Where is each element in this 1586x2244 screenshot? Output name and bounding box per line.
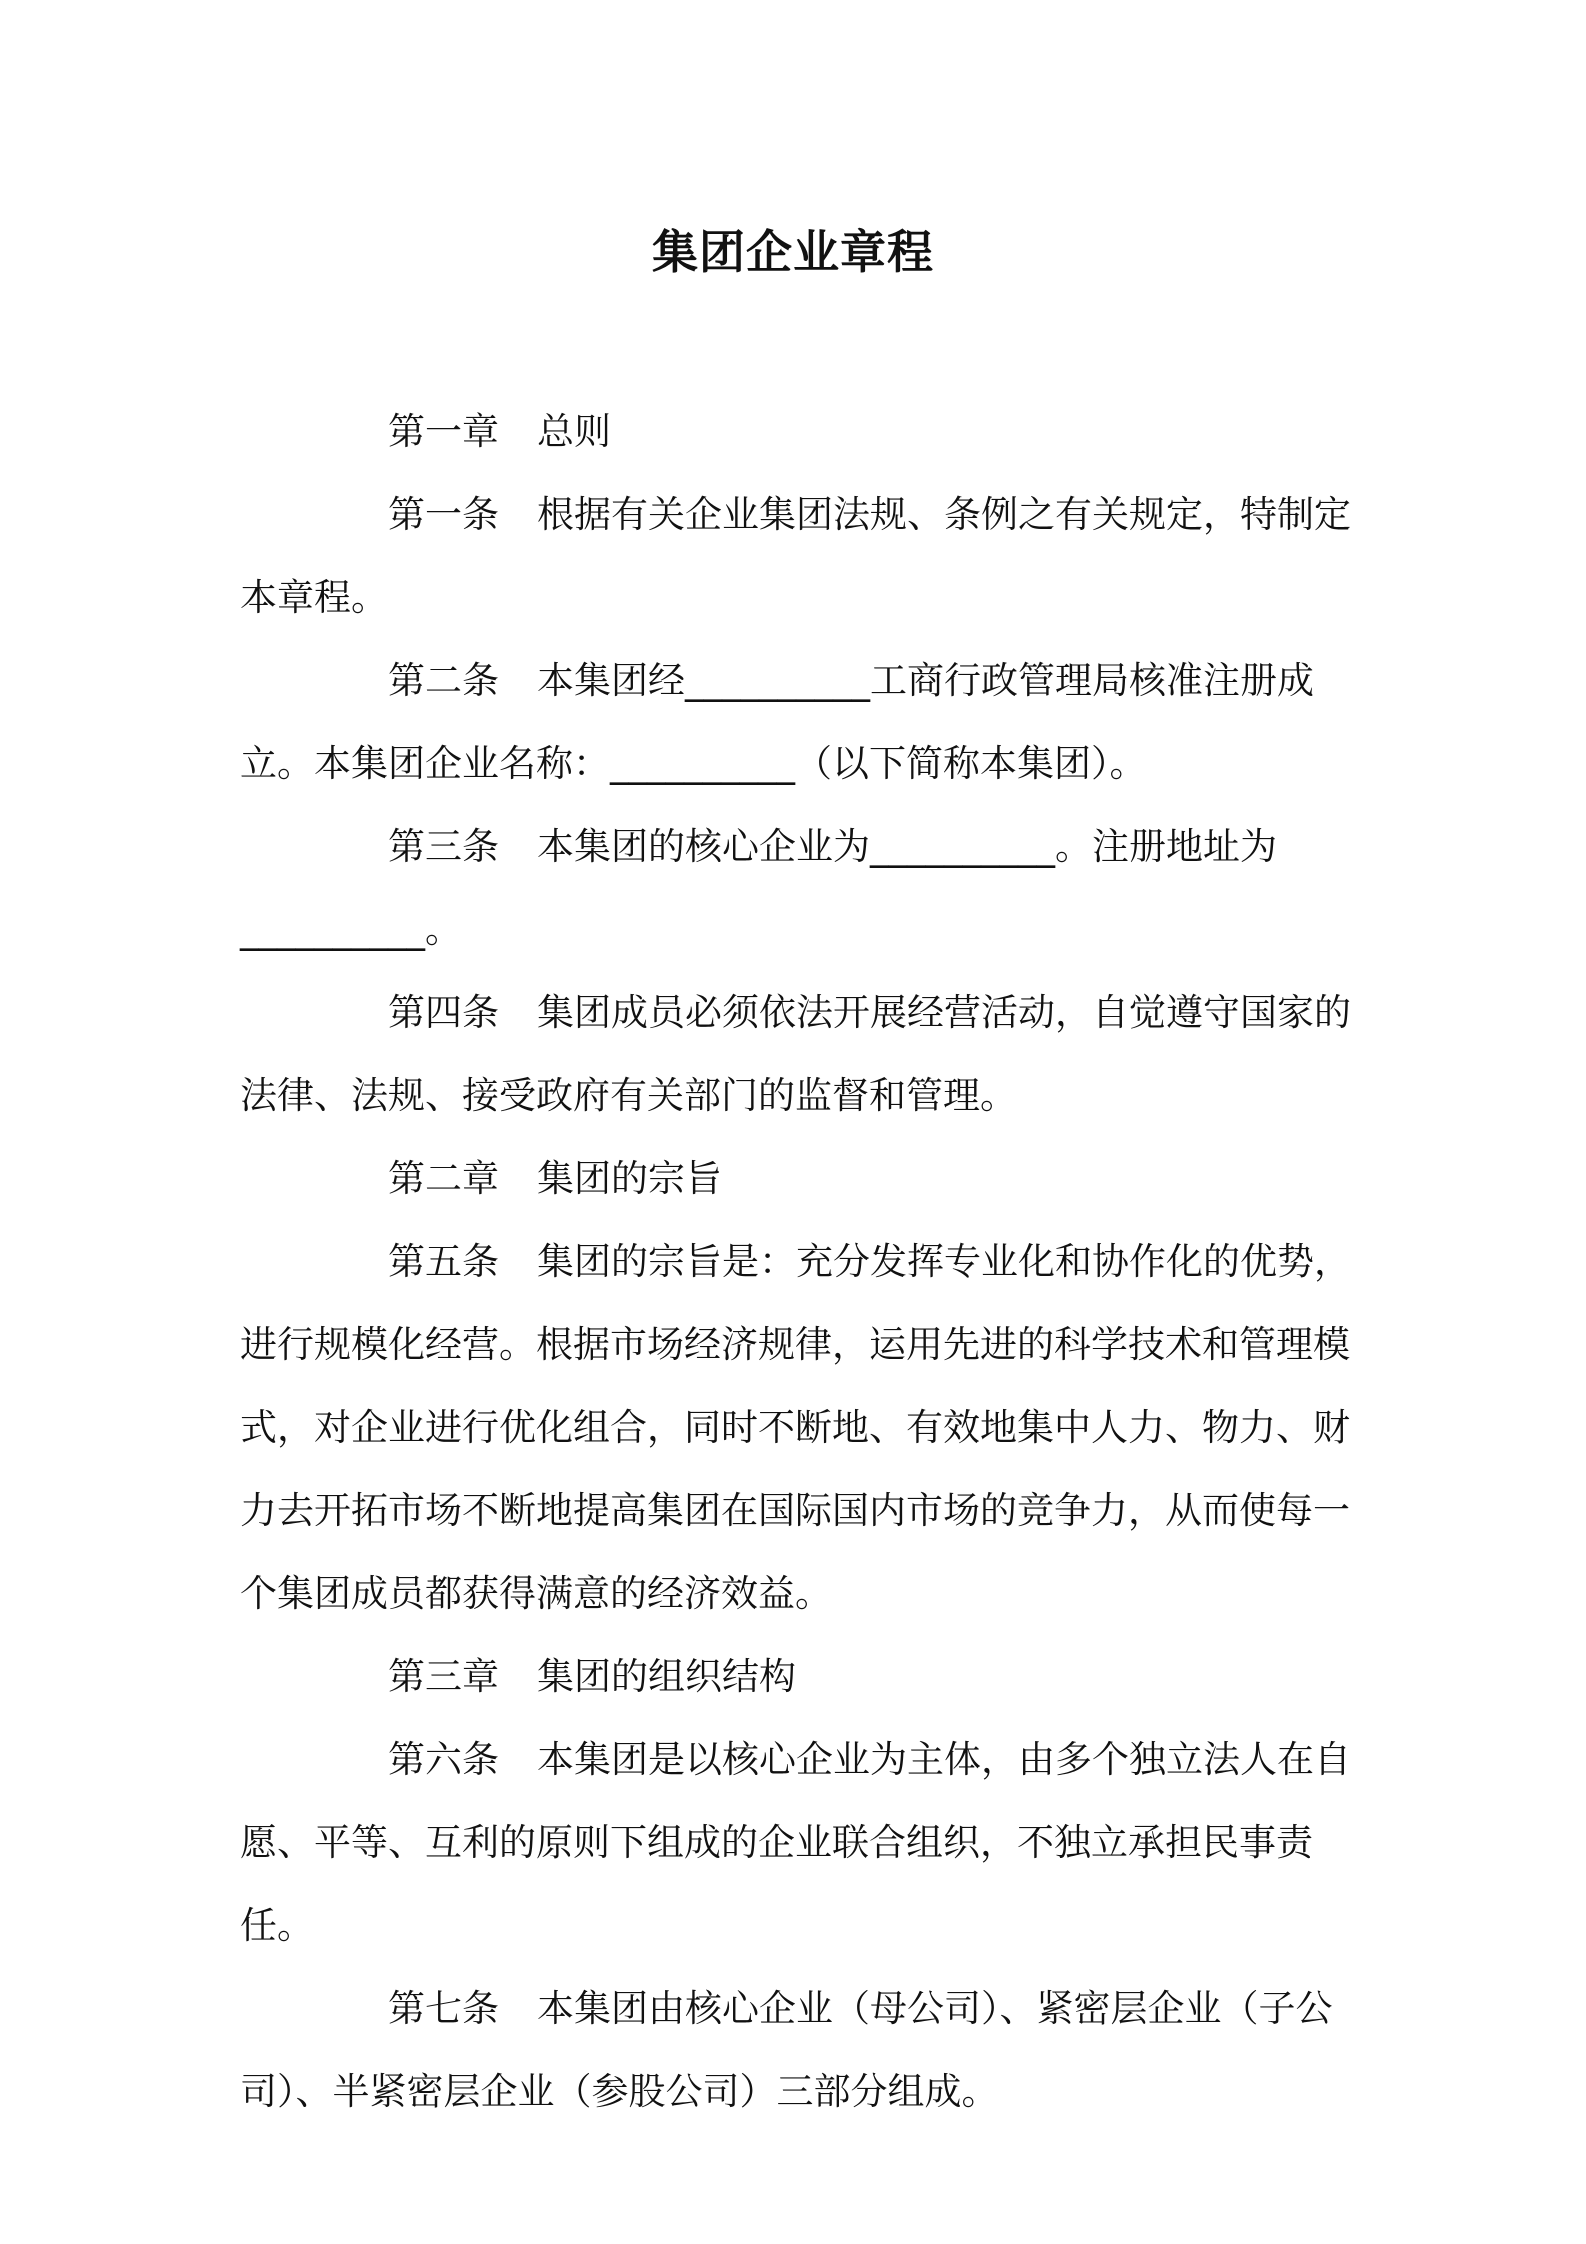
- paragraph-text: 集团成员必须依法开展经营活动，自觉遵守国家的法律、法规、接受政府有关部门的监督和管理。: [240, 991, 1351, 1117]
- paragraph-label: 第二章: [388, 1157, 499, 1200]
- paragraph-label: 第一章: [388, 410, 499, 453]
- paragraph-text: 集团的组织结构: [537, 1655, 796, 1698]
- paragraph-label: 第六条: [388, 1738, 499, 1781]
- paragraph-text: 本集团是以核心企业为主体，由多个独立法人在自愿、平等、互利的原则下组成的企业联合组织，不独立承担民事责任。: [240, 1738, 1351, 1947]
- article-4: [240, 971, 1370, 1137]
- paragraph-label: 第三章: [388, 1655, 499, 1698]
- paragraph-label: 第四条: [388, 991, 499, 1034]
- document-body: [240, 390, 1370, 2133]
- article-5: [240, 1220, 1370, 1635]
- paragraph-text: 本集团由核心企业（母公司）、紧密层企业（子公司）、半紧密层企业（参股公司）三部分组成。: [240, 1987, 1333, 2113]
- paragraph-label: 第三条: [388, 825, 499, 868]
- paragraph-text: 本集团的核心企业为__________。注册地址为__________。: [240, 825, 1277, 951]
- chapter-2-heading: [240, 1137, 1370, 1220]
- paragraph-label: 第一条: [388, 493, 499, 536]
- article-6: [240, 1718, 1370, 1967]
- chapter-3-heading: [240, 1635, 1370, 1718]
- paragraph-text: 总则: [537, 410, 611, 453]
- chapter-1-heading: [240, 390, 1370, 473]
- paragraph-text: 本集团经__________工商行政管理局核准注册成立。本集团企业名称：__________（以下简称本集团）。: [240, 659, 1314, 785]
- article-7: [240, 1967, 1370, 2133]
- article-3: [240, 805, 1370, 971]
- paragraph-text: 集团的宗旨: [537, 1157, 722, 1200]
- article-1: [240, 473, 1370, 639]
- paragraph-label: 第二条: [388, 659, 499, 702]
- paragraph-text: 根据有关企业集团法规、条例之有关规定，特制定本章程。: [240, 493, 1351, 619]
- paragraph-text: 集团的宗旨是：充分发挥专业化和协作化的优势，进行规模化经营。根据市场经济规律，运用先进的科学技术和管理模式，对企业进行优化组合，同时不断地、有效地集中人力、物力、财力去开拓市场不断地提高集团在国际国内市场的竞争力，从而使每一个集团成员都获得满意的经济效益。: [240, 1240, 1351, 1615]
- article-2: [240, 639, 1370, 805]
- document-title: 集团企业章程: [652, 225, 934, 279]
- paragraph-label: 第七条: [388, 1987, 499, 2030]
- paragraph-label: 第五条: [388, 1240, 499, 1283]
